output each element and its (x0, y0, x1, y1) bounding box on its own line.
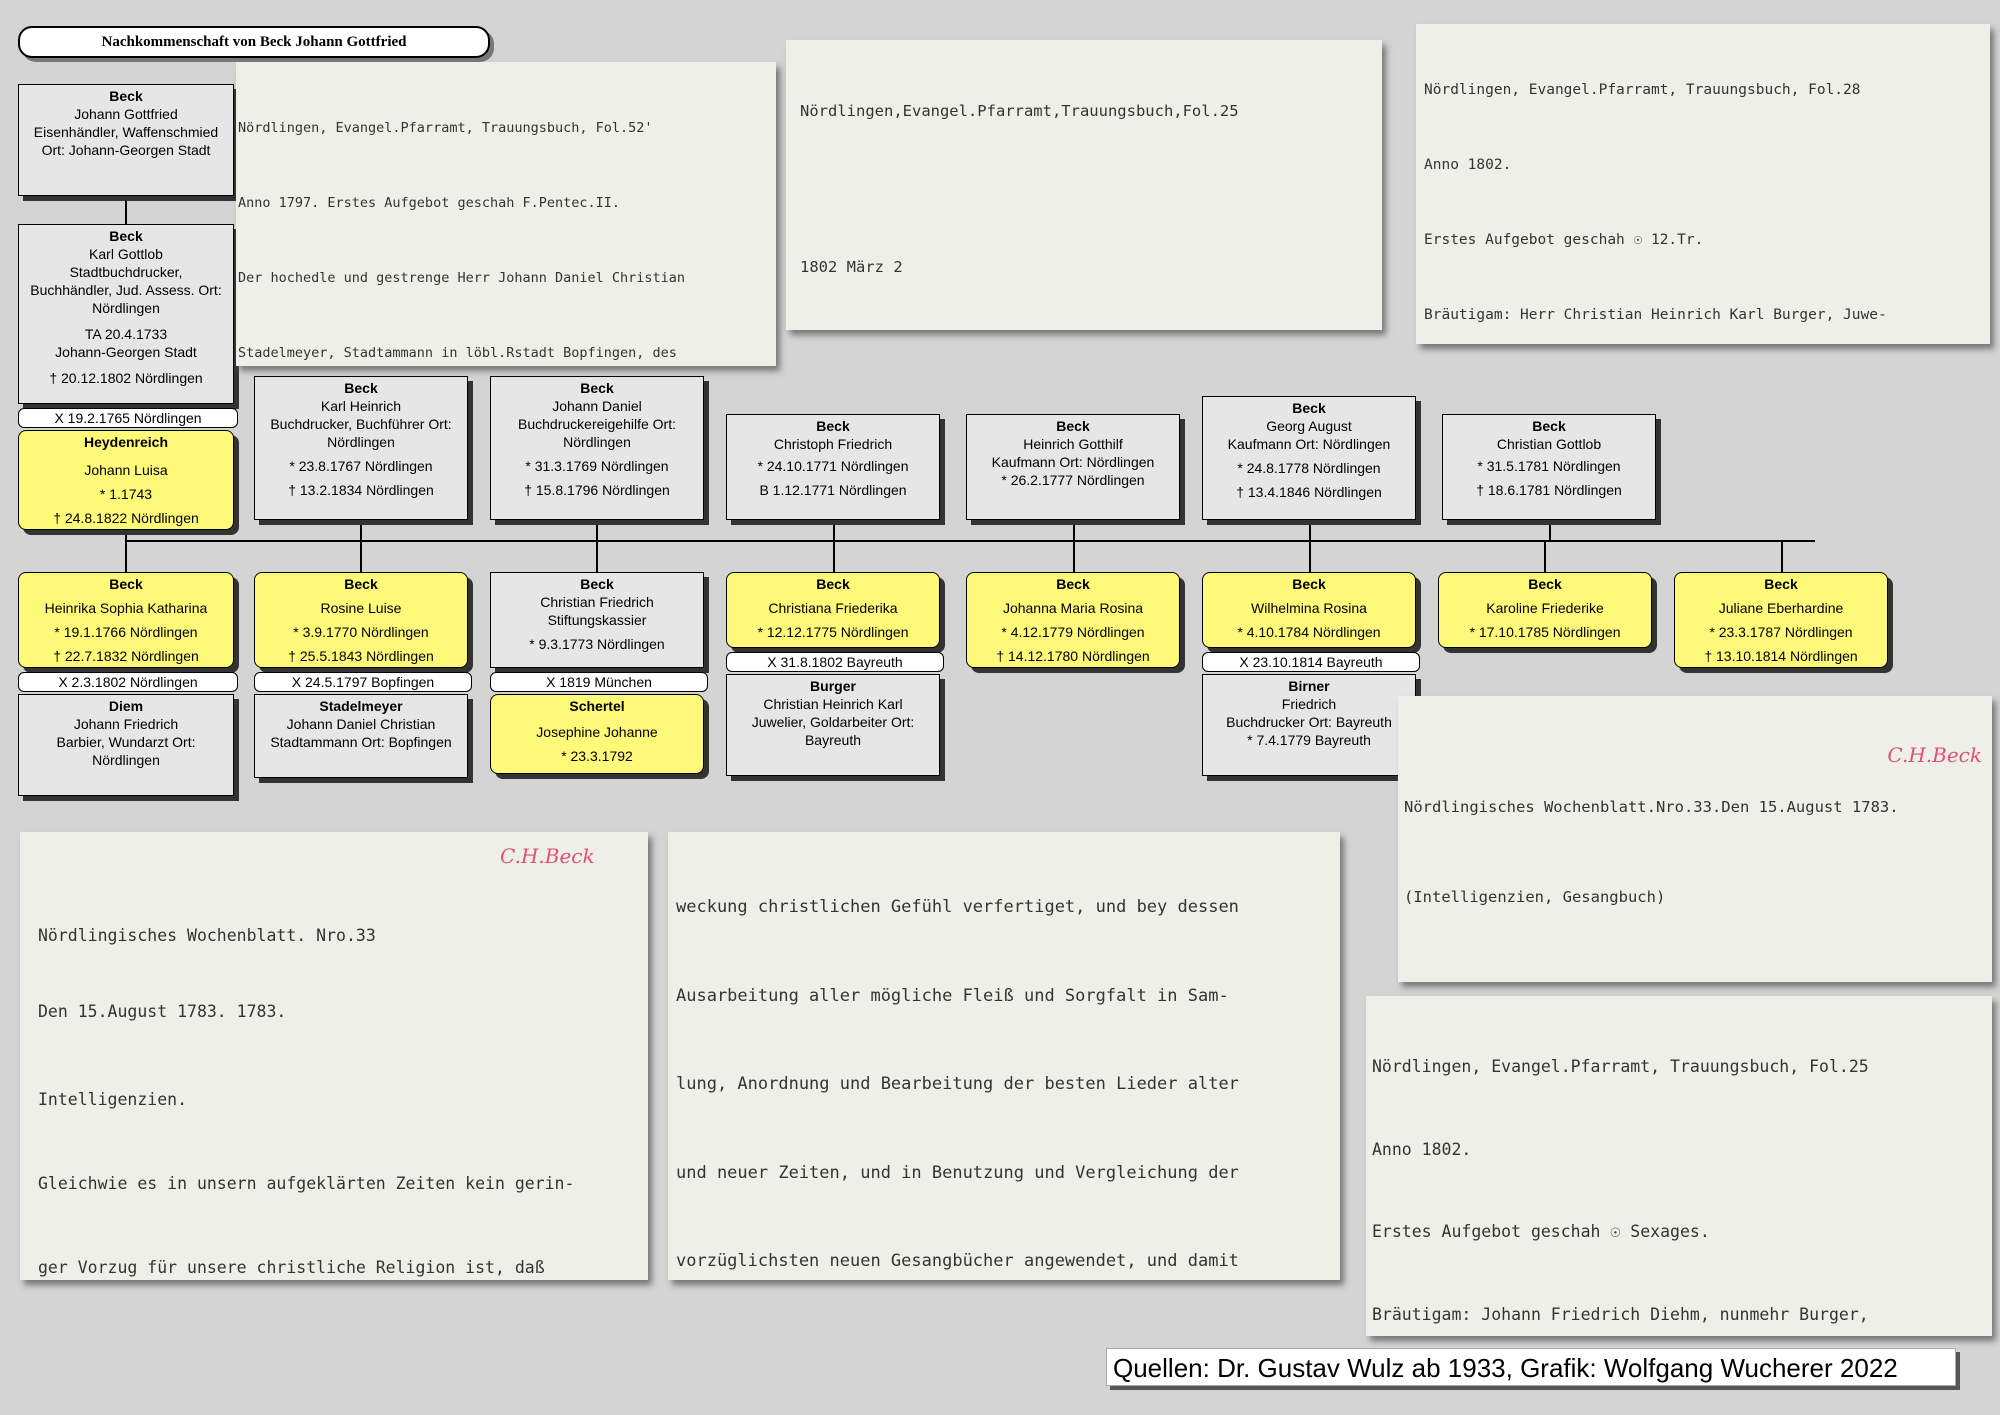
surname: Beck (344, 576, 378, 592)
given-name: Georg August (1266, 418, 1352, 434)
doc-line: Nördlingen, Evangel.Pfarramt, Trauungsbuch, Fol.52' (238, 120, 653, 136)
detail: * 9.3.1773 Nördlingen (529, 636, 665, 652)
given-name: Rosine Luise (320, 600, 402, 616)
connector-son-3 (833, 520, 835, 542)
doc-line: Gleichwie es in unsern aufgeklärten Zeiten kein gerin- (38, 1174, 575, 1193)
detail: * 31.5.1781 Nördlingen (1477, 458, 1621, 474)
detail: * 23.8.1767 Nördlingen (289, 458, 433, 474)
surname: Beck (109, 228, 143, 244)
connector-son-5 (1309, 520, 1311, 542)
detail: Nördlingen (563, 434, 631, 450)
person-son (726, 414, 940, 520)
person-spouse (490, 694, 704, 774)
connector-son-2 (596, 520, 598, 542)
detail: Kaufmann Ort: Nördlingen (1227, 436, 1391, 452)
surname: Beck (109, 576, 143, 592)
marriage-main: X 19.2.1765 Nördlingen (18, 408, 238, 428)
person-spouse (726, 674, 940, 776)
given-name: Heinrika Sophia Katharina (44, 600, 208, 616)
detail: Buchhändler, Jud. Assess. Ort: (30, 282, 222, 298)
surname: Beck (1056, 576, 1090, 592)
doc-line: Den 15.August 1783. 1783. (38, 1002, 287, 1021)
detail: † 14.12.1780 Nördlingen (996, 648, 1150, 664)
connector-son-4 (1073, 520, 1075, 542)
doc-line: Anno 1797. Erstes Aufgebot geschah F.Pentec.II. (238, 195, 621, 211)
surname: Beck (1528, 576, 1562, 592)
detail: Stiftungskassier (547, 612, 647, 628)
person-son (490, 572, 704, 668)
given-name: Johann Friedrich (73, 716, 179, 732)
doc-line: Nördlingisches Wochenblatt. Nro.33 (38, 926, 376, 945)
given-name: Christian Heinrich Karl (763, 696, 903, 712)
surname: Beck (1056, 418, 1090, 434)
given-name: Karl Heinrich (320, 398, 402, 414)
detail: † 20.12.1802 Nördlingen (49, 370, 203, 386)
document-scan-6 (668, 832, 1340, 1280)
doc-line: Nördlingen, Evangel.Pfarramt, Trauungsbuch, Fol.25 (1372, 1057, 1869, 1076)
given-name: Josephine Johanne (536, 724, 658, 740)
person-daughter (18, 572, 234, 668)
doc-line: Erstes Aufgebot geschah ☉ 12.Tr. (1424, 232, 1704, 248)
detail: * 3.9.1770 Nördlingen (293, 624, 429, 640)
detail: * 12.12.1775 Nördlingen (757, 624, 909, 640)
given-name: Johanna Maria Rosina (1002, 600, 1144, 616)
doc-line: lung, Anordnung und Bearbeitung der besten Lieder alter (676, 1074, 1239, 1094)
detail: * 4.10.1784 Nördlingen (1237, 624, 1381, 640)
document-scan-2 (786, 40, 1382, 330)
person-daughter (1674, 572, 1888, 668)
detail: Johann-Georgen Stadt (55, 344, 197, 360)
detail: Bayreuth (804, 732, 862, 748)
detail: Nördlingen (327, 434, 395, 450)
document-scan-7 (1366, 996, 1992, 1336)
detail: † 15.8.1796 Nördlingen (524, 482, 670, 498)
detail: Stadtammann Ort: Bopfingen (270, 734, 452, 750)
detail: † 25.5.1843 Nördlingen (288, 648, 434, 664)
doc-line (800, 176, 1368, 202)
detail: * 31.3.1769 Nördlingen (525, 458, 669, 474)
detail: Buchdruckereigehilfe Ort: (518, 416, 676, 432)
connector-kid-2 (360, 540, 362, 572)
person-spouse (1202, 674, 1416, 776)
connector-son-1 (360, 520, 362, 542)
doc-line: Nördlingen,Evangel.Pfarramt,Trauungsbuch,Fol.25 (800, 102, 1239, 120)
person-wife (18, 430, 234, 530)
marriage-label: X 2.3.1802 Nördlingen (18, 672, 238, 692)
surname: Beck (109, 88, 143, 104)
doc-line: 1802 März 2 (800, 258, 903, 276)
given-name: Wilhelmina Rosina (1251, 600, 1367, 616)
detail: * 17.10.1785 Nördlingen (1469, 624, 1621, 640)
person-spouse (18, 694, 234, 796)
handwritten-note: C.H.Beck (1887, 743, 1982, 767)
detail: Buchdrucker Ort: Bayreuth (1226, 714, 1392, 730)
doc-line: Nördlingen, Evangel.Pfarramt, Trauungsbuch, Fol.28 (1424, 82, 1861, 98)
connector-kid-4 (833, 540, 835, 572)
connector-son-6 (1549, 520, 1551, 542)
detail: Stadtbuchdrucker, (69, 264, 183, 280)
doc-line: vorzüglichsten neuen Gesangbücher angewendet, und damit (676, 1251, 1239, 1271)
person-karl-gottlob (18, 224, 234, 404)
doc-line: Erstes Aufgebot geschah ☉ Sexages. (1372, 1222, 1710, 1241)
connector-sons-bar (125, 540, 1815, 542)
detail: † 13.2.1834 Nördlingen (288, 482, 434, 498)
person-root (18, 84, 234, 196)
detail: Juwelier, Goldarbeiter Ort: (751, 714, 915, 730)
surname: Beck (580, 380, 614, 396)
doc-line: Ausarbeitung aller mögliche Fleiß und Sorgfalt in Sam- (676, 985, 1229, 1006)
detail: Nördlingen (92, 752, 160, 768)
person-son (1442, 414, 1656, 520)
surname: Beck (1292, 400, 1326, 416)
surname: Heydenreich (83, 434, 169, 450)
marriage-label: X 24.5.1797 Bopfingen (254, 672, 472, 692)
person-daughter (1438, 572, 1652, 648)
doc-line: weckung christlichen Gefühl verfertiget, und bey dessen (676, 897, 1239, 917)
connector-kid-3 (596, 540, 598, 572)
surname: Birner (1288, 678, 1330, 694)
person-son (254, 376, 468, 520)
given-name: Christiana Friederika (768, 600, 898, 616)
detail: * 23.3.1787 Nördlingen (1709, 624, 1853, 640)
surname: Beck (816, 576, 850, 592)
connector-kid-7 (1544, 540, 1546, 572)
doc-line: Intelligenzien. (38, 1090, 188, 1109)
doc-line: Nördlingisches Wochenblatt.Nro.33.Den 15.August 1783. (1404, 798, 1899, 816)
given-name: Christian Friedrich (540, 594, 654, 610)
document-scan-5 (20, 832, 648, 1280)
person-daughter (966, 572, 1180, 668)
death: † 24.8.1822 Nördlingen (53, 510, 199, 526)
doc-line: Anno 1802. (1424, 157, 1512, 173)
detail: * 23.3.1792 (561, 748, 633, 764)
doc-line: Bräutigam: Herr Christian Heinrich Karl Burger, Juwe- (1424, 307, 1887, 323)
connector-wife-bar (125, 530, 127, 572)
given-name: Christian Gottlob (1496, 436, 1602, 452)
detail: B 1.12.1771 Nördlingen (759, 482, 907, 498)
handwritten-note: C.H.Beck (500, 844, 595, 868)
surname: Beck (580, 576, 614, 592)
document-scan-1 (236, 62, 776, 366)
detail: Buchdrucker, Buchführer Ort: (270, 416, 452, 432)
chart-title: Nachkommenschaft von Beck Johann Gottfried (18, 26, 490, 58)
given-name: Heinrich Gotthilf (1023, 436, 1123, 452)
detail: † 22.7.1832 Nördlingen (53, 648, 199, 664)
surname: Beck (1292, 576, 1326, 592)
connector-kid-5 (1073, 540, 1075, 572)
surname: Beck (344, 380, 378, 396)
connector-kid-8 (1781, 540, 1783, 572)
detail: * 7.4.1779 Bayreuth (1247, 732, 1371, 748)
marriage-label: X 1819 München (490, 672, 708, 692)
surname: Beck (816, 418, 850, 434)
given-name: Johann Daniel (552, 398, 642, 414)
surname: Stadelmeyer (319, 698, 403, 714)
doc-line: Bräutigam: Johann Friedrich Diehm, nunmehr Burger, (1372, 1304, 1869, 1324)
surname: Diem (108, 698, 144, 714)
doc-line: ger Vorzug für unsere christliche Religion ist, daß (38, 1258, 545, 1277)
person-daughter (726, 572, 940, 648)
birth: * 1.1743 (99, 486, 153, 502)
person-daughter (254, 572, 468, 668)
document-scan-3 (1416, 24, 1990, 344)
occupation: Eisenhändler, Waffenschmied (33, 124, 219, 140)
person-spouse (254, 694, 468, 778)
given-name: Friedrich (1281, 696, 1337, 712)
doc-line: Der hochedle und gestrenge Herr Johann Daniel Christian (238, 270, 686, 286)
person-son (966, 414, 1180, 520)
person-son (1202, 396, 1416, 520)
document-scan-4 (1398, 696, 1992, 982)
detail: † 13.10.1814 Nördlingen (1704, 648, 1858, 664)
person-daughter (1202, 572, 1416, 648)
doc-line: Stadelmeyer, Stadtammann in löbl.Rstadt Bopfingen, des (238, 345, 677, 361)
given-name: Karoline Friederike (1486, 600, 1604, 616)
given-name: Johann Gottfried (74, 106, 178, 122)
detail: * 24.10.1771 Nördlingen (757, 458, 909, 474)
doc-line: und neuer Zeiten, und in Benutzung und Vergleichung der (676, 1162, 1239, 1183)
detail: † 13.4.1846 Nördlingen (1236, 484, 1382, 500)
given-name: Christoph Friedrich (773, 436, 893, 452)
detail: * 24.8.1778 Nördlingen (1237, 460, 1381, 476)
doc-line: Anno 1802. (1372, 1139, 1472, 1159)
surname: Beck (1764, 576, 1798, 592)
given-name: Johann Daniel Christian (286, 716, 436, 732)
person-son (490, 376, 704, 520)
doc-line: (Intelligenzien, Gesangbuch) (1404, 888, 1666, 906)
surname: Schertel (569, 698, 625, 714)
detail: Nördlingen (92, 300, 160, 316)
given-name: Karl Gottlob (89, 246, 163, 262)
detail: * 26.2.1777 Nördlingen (1001, 472, 1145, 488)
detail: Kaufmann Ort: Nördlingen (991, 454, 1155, 470)
given-name: Juliane Eberhardine (1718, 600, 1844, 616)
source-credit: Quellen: Dr. Gustav Wulz ab 1933, Grafik: Wolfgang Wucherer 2022 (1106, 1348, 1956, 1386)
marriage-label: X 31.8.1802 Bayreuth (726, 652, 944, 672)
place: Ort: Johann-Georgen Stadt (41, 142, 211, 158)
connector-kid-6 (1309, 540, 1311, 572)
surname: Burger (810, 678, 856, 694)
connector-root-karl (125, 196, 127, 224)
detail: † 18.6.1781 Nördlingen (1476, 482, 1622, 498)
detail: * 19.1.1766 Nördlingen (54, 624, 198, 640)
marriage-label: X 23.10.1814 Bayreuth (1202, 652, 1420, 672)
detail: * 4.12.1779 Nördlingen (1001, 624, 1145, 640)
given-name: Johann Luisa (84, 462, 168, 478)
detail: Barbier, Wundarzt Ort: (56, 734, 196, 750)
surname: Beck (1532, 418, 1566, 434)
detail: TA 20.4.1733 (84, 326, 168, 342)
